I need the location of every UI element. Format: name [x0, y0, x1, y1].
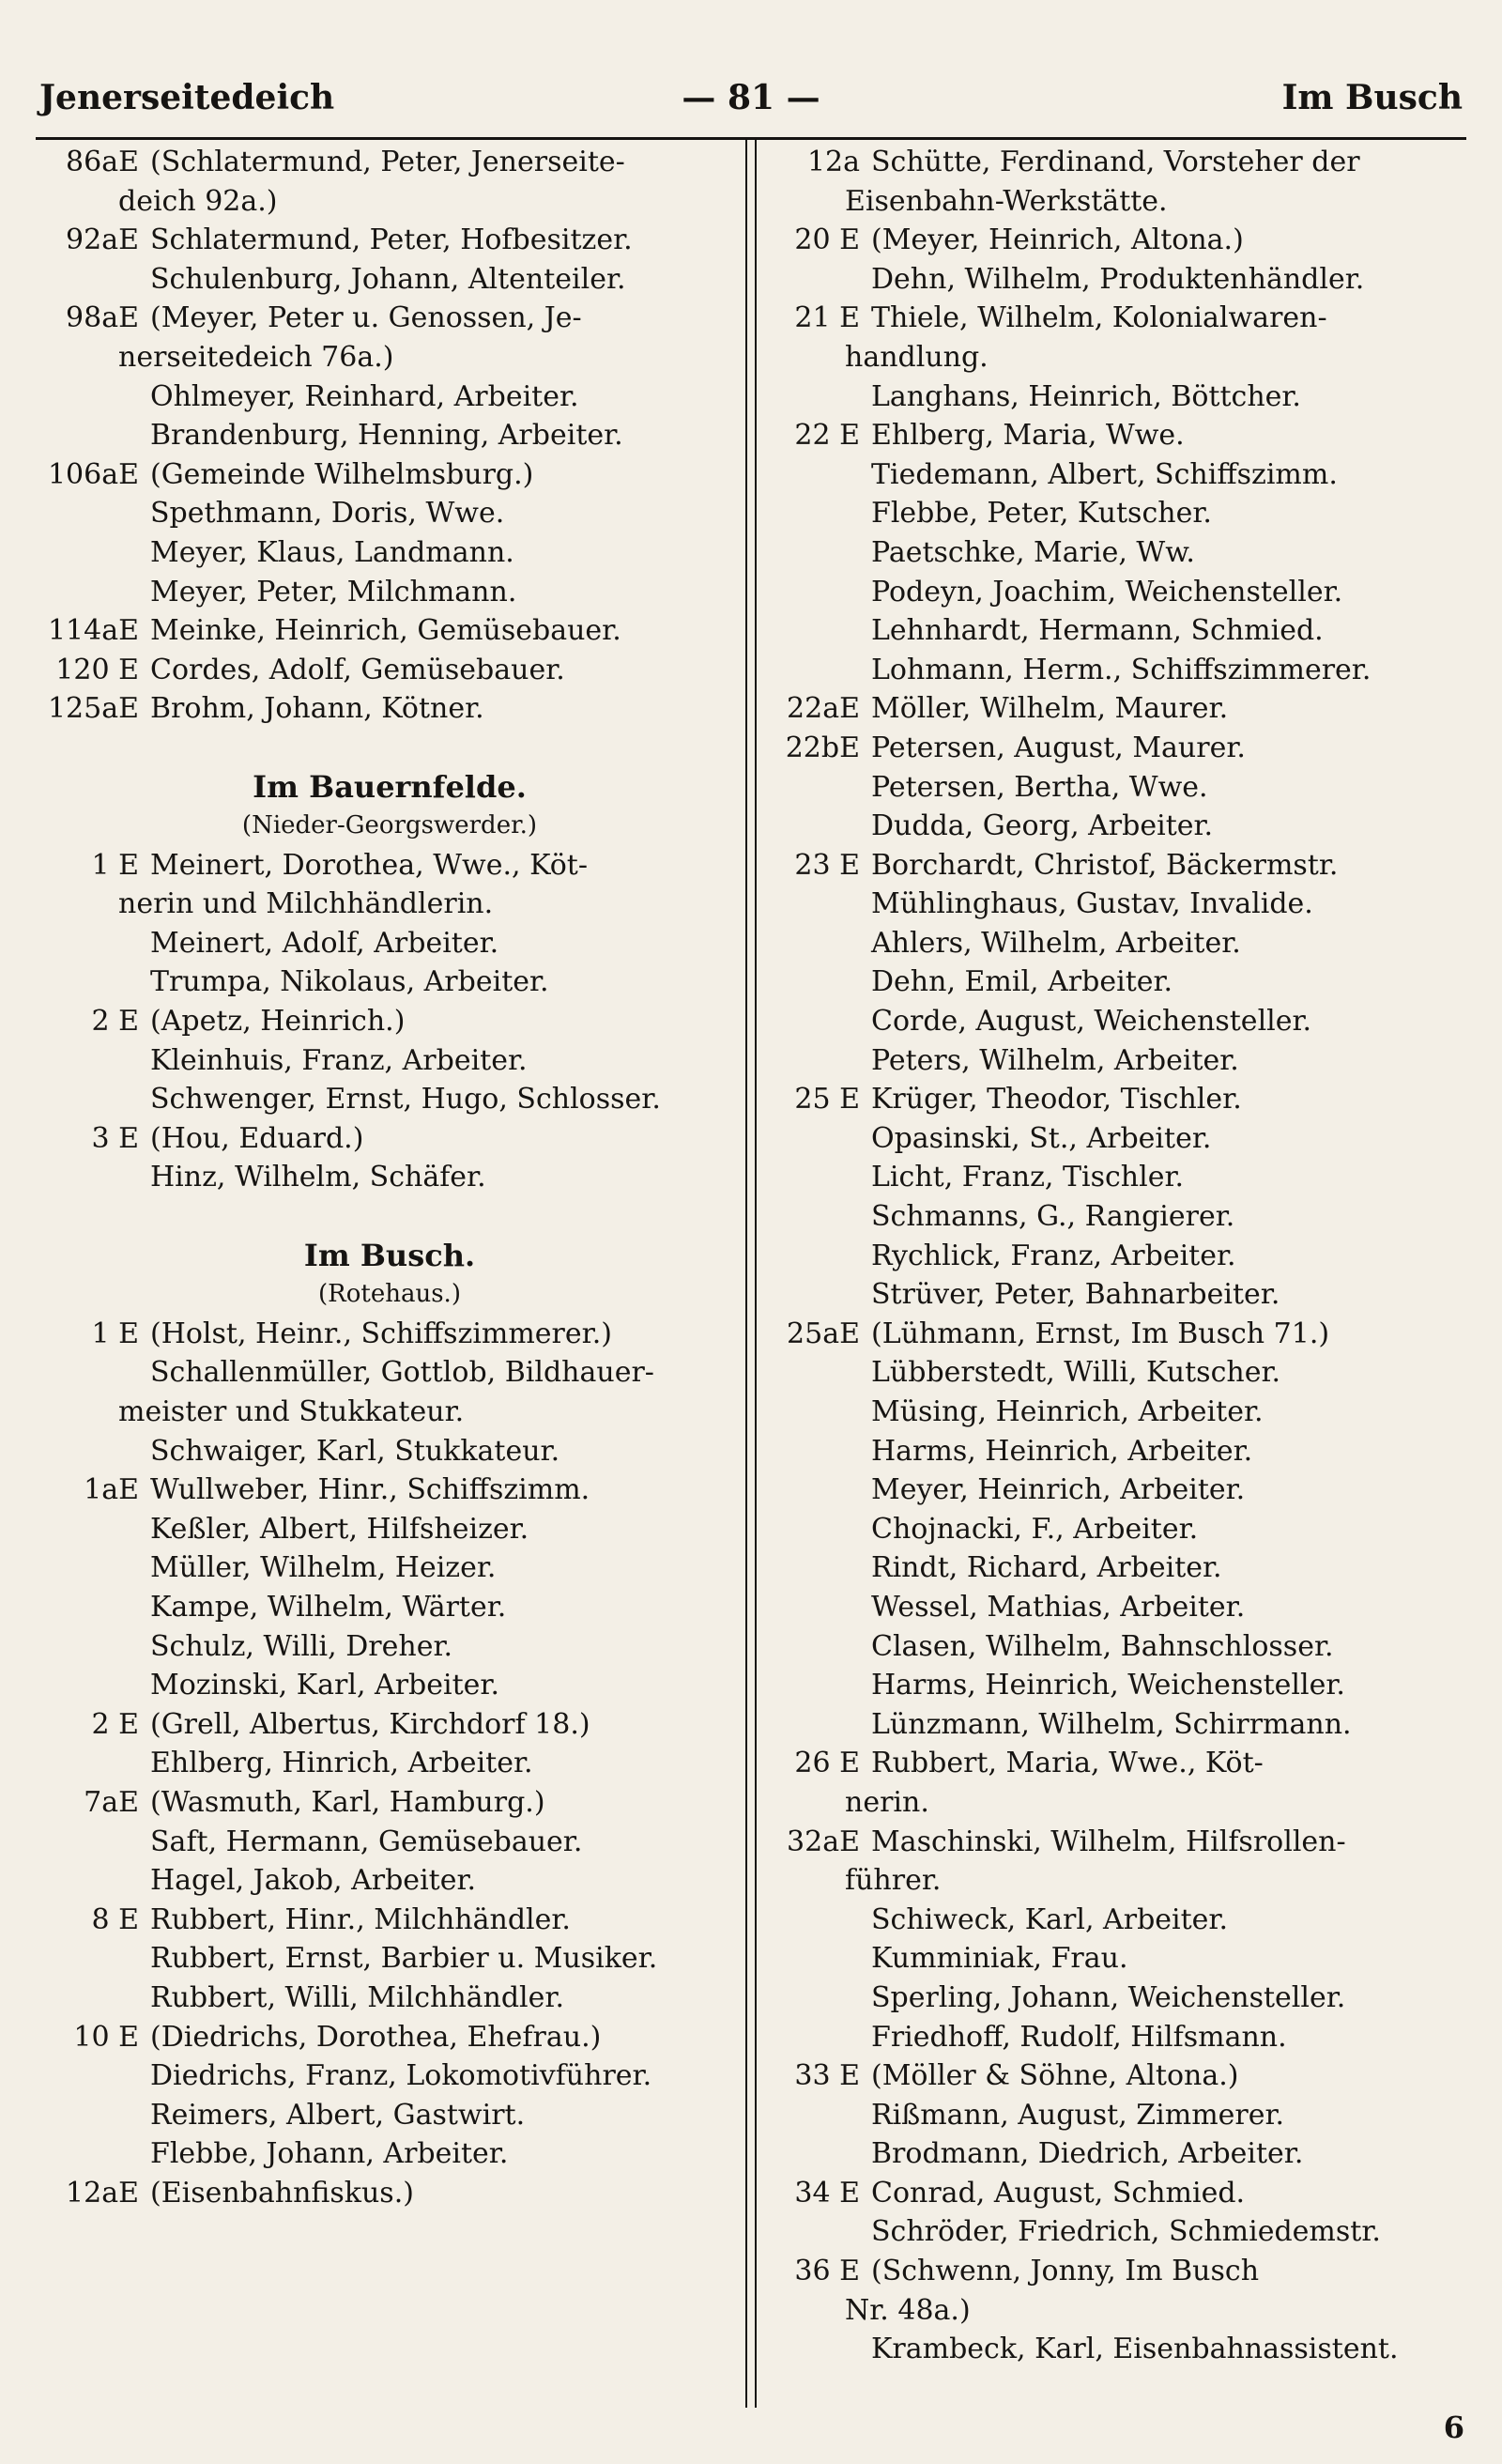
resident-entry: Diedrichs, Franz, Lokomotivführer. — [150, 2059, 652, 2093]
house-number: 25aE — [787, 1317, 860, 1350]
directory-entry — [38, 182, 742, 222]
resident-entry: Rubbert, Willi, Milchhändler. — [150, 1980, 564, 2014]
house-number: 26 E — [794, 1747, 860, 1780]
resident-entry: Rubbert, Ernst, Barbier u. Musiker. — [150, 1942, 658, 1976]
directory-entry — [38, 1353, 742, 1393]
directory-entry — [38, 1783, 742, 1823]
resident-entry: Keßler, Albert, Hilfsheizer. — [150, 1512, 529, 1546]
directory-entry — [779, 1237, 1469, 1276]
resident-entry: Lünzmann, Wilhelm, Schirrmann. — [871, 1707, 1352, 1741]
resident-entry: (Wasmuth, Karl, Hamburg.) — [150, 1785, 545, 1819]
directory-entry — [38, 2174, 742, 2213]
directory-entry — [779, 1197, 1469, 1237]
directory-entry — [38, 1041, 742, 1081]
resident-entry: Langhans, Heinrich, Böttcher. — [871, 379, 1301, 413]
directory-entry — [38, 1666, 742, 1705]
house-number: 12a — [806, 146, 860, 178]
directory-entry — [779, 729, 1469, 768]
resident-entry: nerin und Milchhändlerin. — [118, 887, 494, 921]
resident-entry: Schmanns, G., Rangierer. — [871, 1200, 1235, 1234]
resident-entry: führer. — [845, 1864, 942, 1898]
directory-entry — [779, 455, 1469, 495]
resident-entry: (Meyer, Heinrich, Altona.) — [871, 223, 1244, 257]
directory-entry — [779, 573, 1469, 612]
directory-entry — [779, 2212, 1469, 2252]
directory-entry — [779, 1588, 1469, 1627]
resident-entry: Conrad, August, Schmied. — [871, 2176, 1246, 2210]
directory-entry — [779, 2291, 1469, 2331]
directory-entry — [779, 1002, 1469, 1041]
house-number: 22aE — [787, 692, 860, 726]
directory-entry — [38, 962, 742, 1002]
directory-entry — [779, 1823, 1469, 1862]
resident-entry: Dehn, Wilhelm, Produktenhändler. — [871, 262, 1365, 296]
directory-entry — [779, 846, 1469, 886]
resident-entry: Borchardt, Christof, Bäckermstr. — [871, 848, 1339, 882]
directory-entry — [38, 1823, 742, 1862]
directory-entry — [38, 260, 742, 300]
directory-entry — [779, 1705, 1469, 1745]
resident-entry: Corde, August, Weichensteller. — [871, 1005, 1312, 1039]
directory-entry — [779, 1979, 1469, 2018]
directory-entry — [779, 494, 1469, 533]
resident-entry: Meinert, Adolf, Arbeiter. — [150, 926, 499, 960]
resident-entry: Dudda, Georg, Arbeiter. — [871, 809, 1214, 843]
resident-entry: Schulz, Willi, Dreher. — [150, 1629, 453, 1663]
directory-entry — [779, 2252, 1469, 2291]
house-number: 120 E — [55, 653, 139, 686]
resident-entry: (Lühmann, Ernst, Im Busch 71.) — [871, 1317, 1330, 1350]
directory-entry — [38, 1939, 742, 1979]
resident-entry: Friedhoff, Rudolf, Hilfsmann. — [871, 2020, 1287, 2054]
resident-entry: (Schlatermund, Peter, Jenerseite- — [150, 146, 625, 178]
directory-entry — [779, 1627, 1469, 1667]
directory-entry — [38, 611, 742, 651]
house-number: 98aE — [66, 301, 139, 335]
house-number: 114aE — [47, 614, 139, 648]
house-number: 125aE — [47, 692, 139, 726]
resident-entry: (Diedrichs, Dorothea, Ehefrau.) — [150, 2020, 602, 2054]
resident-entry: Wessel, Mathias, Arbeiter. — [871, 1590, 1246, 1624]
directory-entry — [779, 1158, 1469, 1197]
directory-entry — [38, 494, 742, 533]
resident-entry: Hinz, Wilhelm, Schäfer. — [150, 1161, 486, 1194]
resident-entry: (Grell, Albertus, Kirchdorf 18.) — [150, 1707, 590, 1741]
resident-entry: (Apetz, Heinrich.) — [150, 1005, 406, 1039]
directory-entry — [779, 182, 1469, 222]
resident-entry: Peters, Wilhelm, Arbeiter. — [871, 1043, 1239, 1077]
directory-entry — [779, 1080, 1469, 1119]
resident-entry: Nr. 48a.) — [845, 2293, 971, 2327]
directory-entry — [38, 651, 742, 690]
resident-entry: (Möller & Söhne, Altona.) — [871, 2059, 1239, 2093]
directory-entry — [38, 1744, 742, 1783]
directory-entry — [38, 533, 742, 573]
resident-entry: Schulenburg, Johann, Altenteiler. — [150, 262, 626, 296]
resident-entry: Lübberstedt, Willi, Kutscher. — [871, 1356, 1281, 1390]
directory-entry — [779, 689, 1469, 729]
running-head-right: Im Busch — [1281, 78, 1463, 117]
spacer — [38, 1197, 742, 1237]
directory-entry — [779, 1432, 1469, 1471]
directory-entry — [38, 1471, 742, 1510]
directory-entry — [779, 416, 1469, 455]
directory-entry — [779, 1901, 1469, 1940]
resident-entry: Reimers, Albert, Gastwirt. — [150, 2098, 526, 2132]
directory-entry — [779, 377, 1469, 417]
house-number: 92aE — [66, 223, 139, 257]
resident-entry: Meyer, Heinrich, Arbeiter. — [871, 1473, 1246, 1507]
directory-entry — [38, 1119, 742, 1159]
resident-entry: Schlatermund, Peter, Hofbesitzer. — [150, 223, 633, 257]
house-number: 34 E — [794, 2176, 860, 2210]
house-number: 7aE — [84, 1785, 139, 1819]
resident-entry: Paetschke, Marie, Ww. — [871, 535, 1195, 569]
directory-entry — [38, 1861, 742, 1901]
house-number: 2 E — [91, 1707, 139, 1741]
directory-entry — [38, 1979, 742, 2018]
resident-entry: (Schwenn, Jonny, Im Busch — [871, 2255, 1260, 2288]
resident-entry: Krambeck, Karl, Eisenbahnassistent. — [871, 2333, 1399, 2366]
resident-entry: Ehlberg, Hinrich, Arbeiter. — [150, 1747, 533, 1780]
resident-entry: Rychlick, Franz, Arbeiter. — [871, 1239, 1236, 1272]
directory-entry — [779, 1744, 1469, 1783]
resident-entry: Sperling, Johann, Weichensteller. — [871, 1980, 1346, 2014]
house-number: 10 E — [73, 2020, 139, 2054]
directory-entry — [779, 1548, 1469, 1588]
resident-entry: Cordes, Adolf, Gemüsebauer. — [150, 653, 565, 686]
resident-entry: Meyer, Klaus, Landmann. — [150, 535, 514, 569]
directory-entry — [38, 299, 742, 338]
house-number: 3 E — [91, 1121, 139, 1155]
directory-entry — [779, 885, 1469, 924]
resident-entry: Chojnacki, F., Arbeiter. — [871, 1512, 1199, 1546]
resident-entry: Petersen, August, Maurer. — [871, 731, 1246, 764]
resident-entry: Flebbe, Johann, Arbeiter. — [150, 2137, 509, 2171]
resident-entry: Mühlinghaus, Gustav, Invalide. — [871, 887, 1313, 921]
resident-entry: Harms, Heinrich, Weichensteller. — [871, 1669, 1345, 1702]
resident-entry: nerseitedeich 76a.) — [118, 340, 394, 374]
resident-entry: Strüver, Peter, Bahnarbeiter. — [871, 1278, 1280, 1312]
resident-entry: Schiweck, Karl, Arbeiter. — [871, 1902, 1229, 1936]
resident-entry: Schröder, Friedrich, Schmiedemstr. — [871, 2215, 1381, 2249]
directory-entry — [779, 1666, 1469, 1705]
resident-entry: (Eisenbahnfiskus.) — [150, 2176, 414, 2210]
resident-entry: Wullweber, Hinr., Schiffszimm. — [150, 1473, 590, 1507]
directory-entry — [779, 1783, 1469, 1823]
column-divider — [745, 139, 757, 2408]
resident-entry: (Hou, Eduard.) — [150, 1121, 364, 1155]
house-number: 36 E — [794, 2255, 860, 2288]
directory-entry — [38, 1080, 742, 1119]
directory-entry — [779, 2134, 1469, 2174]
directory-entry — [38, 1510, 742, 1549]
house-number: 21 E — [794, 301, 860, 335]
street-heading: Im Busch. — [303, 1237, 476, 1273]
directory-entry — [38, 573, 742, 612]
resident-entry: Harms, Heinrich, Arbeiter. — [871, 1434, 1253, 1468]
directory-entry — [38, 338, 742, 377]
house-number: 23 E — [794, 848, 860, 882]
district-subheading: (Rotehaus.) — [318, 1280, 461, 1309]
directory-entry — [779, 1939, 1469, 1979]
directory-entry — [779, 2096, 1469, 2135]
directory-entry — [779, 2174, 1469, 2213]
directory-entry — [779, 2330, 1469, 2369]
left-column — [38, 143, 742, 2212]
resident-entry: Schallenmüller, Gottlob, Bildhauer- — [150, 1356, 654, 1390]
resident-entry: Lehnhardt, Hermann, Schmied. — [871, 614, 1324, 648]
directory-entry — [38, 1158, 742, 1197]
house-number: 12aE — [66, 2176, 139, 2210]
directory-entry — [779, 143, 1469, 182]
resident-entry: Rindt, Richard, Arbeiter. — [871, 1551, 1222, 1585]
directory-entry — [38, 2134, 742, 2174]
resident-entry: Rubbert, Hinr., Milchhändler. — [150, 1902, 571, 1936]
directory-entry — [38, 1315, 742, 1354]
house-number: 1 E — [91, 848, 139, 882]
resident-entry: Schwaiger, Karl, Stukkateur. — [150, 1434, 560, 1468]
directory-entry — [38, 1432, 742, 1471]
directory-entry — [779, 1861, 1469, 1901]
house-number: 25 E — [794, 1083, 860, 1116]
resident-entry: Meinert, Dorothea, Wwe., Köt- — [150, 848, 588, 882]
house-number: 2 E — [91, 1005, 139, 1039]
directory-entry — [779, 768, 1469, 808]
directory-entry — [38, 1627, 742, 1667]
resident-entry: Saft, Hermann, Gemüsebauer. — [150, 1825, 583, 1858]
resident-entry: Schwenger, Ernst, Hugo, Schlosser. — [150, 1083, 661, 1116]
resident-entry: Eisenbahn-Werkstätte. — [845, 184, 1168, 218]
directory-entry — [38, 143, 742, 182]
resident-entry: Möller, Wilhelm, Maurer. — [871, 692, 1229, 726]
resident-entry: Clasen, Wilhelm, Bahnschlosser. — [871, 1629, 1334, 1663]
resident-entry: Trumpa, Nikolaus, Arbeiter. — [150, 965, 549, 999]
resident-entry: Lohmann, Herm., Schiffszimmerer. — [871, 653, 1372, 686]
resident-entry: (Meyer, Peter u. Genossen, Je- — [150, 301, 582, 335]
resident-entry: Podeyn, Joachim, Weichensteller. — [871, 575, 1343, 608]
resident-entry: Rißmann, August, Zimmerer. — [871, 2098, 1285, 2132]
directory-entry — [38, 2096, 742, 2135]
resident-entry: (Gemeinde Wilhelmsburg.) — [150, 457, 534, 491]
house-number: 20 E — [794, 223, 860, 257]
resident-entry: Thiele, Wilhelm, Kolonialwaren- — [871, 301, 1327, 335]
house-number: 1 E — [91, 1317, 139, 1350]
directory-entry — [779, 2018, 1469, 2057]
directory-entry — [38, 1588, 742, 1627]
resident-entry: Kampe, Wilhelm, Wärter. — [150, 1590, 507, 1624]
resident-entry: Hagel, Jakob, Arbeiter. — [150, 1864, 477, 1898]
directory-entry — [779, 924, 1469, 963]
directory-entry — [779, 962, 1469, 1002]
house-number: 22bE — [785, 731, 860, 764]
directory-entry — [38, 846, 742, 886]
house-number: 22 E — [794, 419, 860, 453]
house-number: 33 E — [794, 2059, 860, 2093]
running-head-left: Jenerseitedeich — [39, 78, 335, 117]
right-column — [779, 143, 1469, 2369]
directory-entry — [779, 807, 1469, 846]
page-number: — 81 — — [682, 78, 820, 117]
directory-entry — [779, 1119, 1469, 1159]
resident-entry: (Holst, Heinr., Schiffszimmerer.) — [150, 1317, 612, 1350]
directory-entry — [38, 1393, 742, 1432]
directory-entry — [38, 377, 742, 417]
resident-entry: Licht, Franz, Tischler. — [871, 1161, 1185, 1194]
resident-entry: Ehlberg, Maria, Wwe. — [871, 419, 1185, 453]
resident-entry: Maschinski, Wilhelm, Hilfsrollen- — [871, 1825, 1346, 1858]
house-number: 1aE — [84, 1473, 139, 1507]
directory-entry — [779, 1353, 1469, 1393]
house-number: 32aE — [787, 1825, 860, 1858]
directory-entry — [38, 221, 742, 260]
resident-entry: Mozinski, Karl, Arbeiter. — [150, 1669, 499, 1702]
district-subheading: (Nieder-Georgswerder.) — [241, 811, 538, 840]
spacer — [38, 729, 742, 768]
directory-entry — [38, 2056, 742, 2096]
directory-entry — [779, 611, 1469, 651]
resident-entry: Brodmann, Diedrich, Arbeiter. — [871, 2137, 1304, 2171]
directory-entry — [779, 1275, 1469, 1315]
directory-entry — [38, 2018, 742, 2057]
directory-entry — [38, 924, 742, 963]
directory-entry — [38, 455, 742, 495]
directory-entry — [38, 689, 742, 729]
house-number: 106aE — [47, 457, 139, 491]
directory-entry — [779, 1471, 1469, 1510]
directory-entry — [779, 1510, 1469, 1549]
directory-entry — [779, 2056, 1469, 2096]
signature-mark: 6 — [1443, 2410, 1464, 2445]
directory-entry — [38, 1548, 742, 1588]
directory-entry — [38, 1901, 742, 1940]
resident-entry: Brandenburg, Henning, Arbeiter. — [150, 419, 623, 453]
resident-entry: Müller, Wilhelm, Heizer. — [150, 1551, 497, 1585]
resident-entry: Schütte, Ferdinand, Vorsteher der — [871, 146, 1360, 178]
resident-entry: Müsing, Heinrich, Arbeiter. — [871, 1395, 1264, 1428]
directory-entry — [779, 1393, 1469, 1432]
directory-entry — [779, 1315, 1469, 1354]
resident-entry: handlung. — [845, 340, 989, 374]
resident-entry: Spethmann, Doris, Wwe. — [150, 497, 505, 531]
directory-entry — [38, 885, 742, 924]
resident-entry: Dehn, Emil, Arbeiter. — [871, 965, 1173, 999]
directory-entry — [779, 533, 1469, 573]
directory-entry — [779, 299, 1469, 338]
resident-entry: meister und Stukkateur. — [118, 1395, 465, 1428]
resident-entry: Flebbe, Peter, Kutscher. — [871, 497, 1212, 531]
resident-entry: Meinke, Heinrich, Gemüsebauer. — [150, 614, 621, 648]
street-heading: Im Bauernfelde. — [253, 768, 527, 805]
resident-entry: Tiedemann, Albert, Schiffszimm. — [871, 457, 1338, 491]
house-number: 86aE — [66, 146, 139, 178]
directory-entry — [38, 1002, 742, 1041]
resident-entry: Kumminiak, Frau. — [871, 1942, 1128, 1976]
resident-entry: Opasinski, St., Arbeiter. — [871, 1121, 1212, 1155]
resident-entry: deich 92a.) — [118, 184, 278, 218]
resident-entry: Kleinhuis, Franz, Arbeiter. — [150, 1043, 528, 1077]
resident-entry: Ohlmeyer, Reinhard, Arbeiter. — [150, 379, 579, 413]
directory-entry — [779, 1041, 1469, 1081]
resident-entry: Rubbert, Maria, Wwe., Köt- — [871, 1747, 1264, 1780]
directory-entry — [779, 221, 1469, 260]
resident-entry: Ahlers, Wilhelm, Arbeiter. — [871, 926, 1241, 960]
resident-entry: Krüger, Theodor, Tischler. — [871, 1083, 1242, 1116]
directory-entry — [38, 1705, 742, 1745]
resident-entry: Meyer, Peter, Milchmann. — [150, 575, 517, 608]
directory-entry — [779, 651, 1469, 690]
resident-entry: Brohm, Johann, Kötner. — [150, 692, 484, 726]
resident-entry: nerin. — [845, 1785, 929, 1819]
directory-entry — [38, 416, 742, 455]
directory-entry — [779, 260, 1469, 300]
house-number: 8 E — [91, 1902, 139, 1936]
resident-entry: Petersen, Bertha, Wwe. — [871, 770, 1208, 804]
directory-entry — [779, 338, 1469, 377]
